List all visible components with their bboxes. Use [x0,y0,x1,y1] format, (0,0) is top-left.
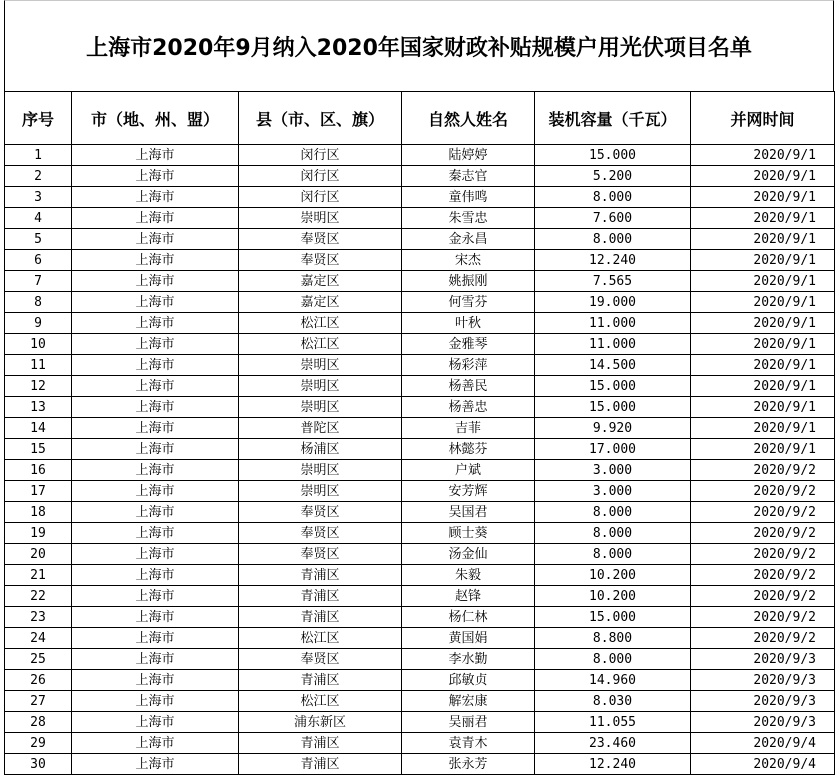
cell-name[interactable]: 袁青木 [402,733,535,754]
cell-name[interactable]: 汤金仙 [402,544,535,565]
table-row [5,565,835,586]
cell-index[interactable]: 19 [5,523,72,544]
cell-city[interactable]: 上海市 [72,670,239,691]
cell-capacity[interactable]: 19.000 [535,292,691,313]
cell-capacity[interactable]: 3.000 [535,460,691,481]
cell-city[interactable]: 上海市 [72,208,239,229]
cell-grid-date[interactable]: 2020/9/1 [691,145,835,166]
table-row [5,334,835,355]
header-capacity[interactable]: 装机容量（千瓦） [535,92,691,145]
header-grid-date[interactable]: 并网时间 [691,92,835,145]
cell-capacity[interactable]: 12.240 [535,250,691,271]
cell-index[interactable]: 27 [5,691,72,712]
header-name[interactable]: 自然人姓名 [402,92,535,145]
cell-capacity[interactable]: 5.200 [535,166,691,187]
cell-county[interactable]: 奉贤区 [239,523,402,544]
cell-city[interactable]: 上海市 [72,523,239,544]
table-row [5,376,835,397]
cell-index[interactable]: 17 [5,481,72,502]
cell-capacity[interactable]: 8.000 [535,523,691,544]
table-row [5,460,835,481]
cell-city[interactable]: 上海市 [72,187,239,208]
cell-city[interactable]: 上海市 [72,712,239,733]
cell-capacity[interactable]: 12.240 [535,754,691,775]
cell-city[interactable]: 上海市 [72,334,239,355]
table-row [5,397,835,418]
cell-capacity[interactable]: 8.000 [535,544,691,565]
cell-name[interactable]: 户斌 [402,460,535,481]
cell-city[interactable]: 上海市 [72,481,239,502]
cell-county[interactable]: 闵行区 [239,145,402,166]
cell-county[interactable]: 浦东新区 [239,712,402,733]
cell-name[interactable]: 解宏康 [402,691,535,712]
cell-city[interactable]: 上海市 [72,544,239,565]
cell-capacity[interactable]: 9.920 [535,418,691,439]
cell-grid-date[interactable]: 2020/9/2 [691,481,835,502]
cell-county[interactable]: 崇明区 [239,481,402,502]
cell-index[interactable]: 8 [5,292,72,313]
cell-capacity[interactable]: 15.000 [535,397,691,418]
table-row [5,544,835,565]
cell-capacity[interactable]: 8.030 [535,691,691,712]
cell-county[interactable]: 崇明区 [239,397,402,418]
cell-index[interactable]: 18 [5,502,72,523]
table-row [5,733,835,754]
cell-index[interactable]: 29 [5,733,72,754]
sheet-title: 上海市2020年9月纳入2020年国家财政补贴规模户用光伏项目名单 [4,0,834,91]
cell-grid-date[interactable]: 2020/9/2 [691,523,835,544]
cell-index[interactable]: 23 [5,607,72,628]
cell-capacity[interactable]: 8.000 [535,502,691,523]
cell-name[interactable]: 吴国君 [402,502,535,523]
table-row [5,691,835,712]
cell-capacity[interactable]: 15.000 [535,607,691,628]
header-index[interactable]: 序号 [5,92,72,145]
cell-city[interactable]: 上海市 [72,397,239,418]
cell-city[interactable]: 上海市 [72,313,239,334]
table-row [5,145,835,166]
cell-city[interactable]: 上海市 [72,418,239,439]
table-row [5,502,835,523]
cell-city[interactable]: 上海市 [72,355,239,376]
cell-name[interactable]: 叶秋 [402,313,535,334]
table-row [5,208,835,229]
cell-index[interactable]: 24 [5,628,72,649]
cell-name[interactable]: 朱毅 [402,565,535,586]
cell-grid-date[interactable]: 2020/9/2 [691,565,835,586]
cell-grid-date[interactable]: 2020/9/2 [691,502,835,523]
cell-city[interactable]: 上海市 [72,376,239,397]
cell-name[interactable]: 李水勤 [402,649,535,670]
cell-county[interactable]: 青浦区 [239,754,402,775]
cell-capacity[interactable]: 14.500 [535,355,691,376]
cell-capacity[interactable]: 8.000 [535,229,691,250]
cell-county[interactable]: 青浦区 [239,670,402,691]
cell-grid-date[interactable]: 2020/9/1 [691,334,835,355]
cell-name[interactable]: 邱敏贞 [402,670,535,691]
cell-county[interactable]: 嘉定区 [239,292,402,313]
cell-capacity[interactable]: 7.565 [535,271,691,292]
cell-grid-date[interactable]: 2020/9/1 [691,355,835,376]
cell-name[interactable]: 秦志官 [402,166,535,187]
table-row [5,292,835,313]
table-row [5,712,835,733]
cell-capacity[interactable]: 23.460 [535,733,691,754]
table-row [5,250,835,271]
cell-grid-date[interactable]: 2020/9/1 [691,397,835,418]
cell-index[interactable]: 11 [5,355,72,376]
cell-grid-date[interactable]: 2020/9/4 [691,754,835,775]
cell-name[interactable]: 杨仁林 [402,607,535,628]
cell-grid-date[interactable]: 2020/9/1 [691,250,835,271]
cell-city[interactable]: 上海市 [72,586,239,607]
cell-capacity[interactable]: 11.000 [535,334,691,355]
cell-index[interactable]: 13 [5,397,72,418]
cell-index[interactable]: 25 [5,649,72,670]
table-row [5,586,835,607]
cell-city[interactable]: 上海市 [72,565,239,586]
cell-capacity[interactable]: 10.200 [535,565,691,586]
header-county[interactable]: 县（市、区、旗） [239,92,402,145]
cell-index[interactable]: 22 [5,586,72,607]
cell-name[interactable]: 杨善民 [402,376,535,397]
cell-capacity[interactable]: 8.000 [535,649,691,670]
cell-index[interactable]: 28 [5,712,72,733]
cell-name[interactable]: 宋杰 [402,250,535,271]
cell-name[interactable]: 张永芳 [402,754,535,775]
cell-capacity[interactable]: 15.000 [535,145,691,166]
cell-grid-date[interactable]: 2020/9/2 [691,544,835,565]
cell-capacity[interactable]: 3.000 [535,481,691,502]
cell-county[interactable]: 松江区 [239,628,402,649]
cell-city[interactable]: 上海市 [72,250,239,271]
cell-grid-date[interactable]: 2020/9/1 [691,187,835,208]
cell-capacity[interactable]: 10.200 [535,586,691,607]
cell-name[interactable]: 赵锋 [402,586,535,607]
cell-city[interactable]: 上海市 [72,733,239,754]
cell-capacity[interactable]: 11.055 [535,712,691,733]
cell-index[interactable]: 4 [5,208,72,229]
cell-city[interactable]: 上海市 [72,292,239,313]
cell-grid-date[interactable]: 2020/9/1 [691,229,835,250]
cell-grid-date[interactable]: 2020/9/2 [691,607,835,628]
cell-name[interactable]: 安芳辉 [402,481,535,502]
cell-county[interactable]: 普陀区 [239,418,402,439]
cell-index[interactable]: 5 [5,229,72,250]
cell-capacity[interactable]: 15.000 [535,376,691,397]
cell-name[interactable]: 陆婷婷 [402,145,535,166]
cell-county[interactable]: 闵行区 [239,166,402,187]
cell-name[interactable]: 姚振刚 [402,271,535,292]
table-row [5,607,835,628]
cell-city[interactable]: 上海市 [72,460,239,481]
cell-city[interactable]: 上海市 [72,439,239,460]
header-city[interactable]: 市（地、州、盟） [72,92,239,145]
cell-index[interactable]: 2 [5,166,72,187]
cell-grid-date[interactable]: 2020/9/2 [691,586,835,607]
cell-capacity[interactable]: 8.800 [535,628,691,649]
cell-index[interactable]: 12 [5,376,72,397]
cell-name[interactable]: 顾士葵 [402,523,535,544]
cell-name[interactable]: 林懿芬 [402,439,535,460]
cell-grid-date[interactable]: 2020/9/3 [691,712,835,733]
cell-name[interactable]: 黄国娟 [402,628,535,649]
cell-county[interactable]: 杨浦区 [239,439,402,460]
table-row [5,313,835,334]
cell-name[interactable]: 吉菲 [402,418,535,439]
table-row [5,418,835,439]
cell-grid-date[interactable]: 2020/9/3 [691,649,835,670]
cell-index[interactable]: 16 [5,460,72,481]
cell-city[interactable]: 上海市 [72,145,239,166]
cell-index[interactable]: 1 [5,145,72,166]
cell-grid-date[interactable]: 2020/9/4 [691,733,835,754]
cell-county[interactable]: 青浦区 [239,586,402,607]
cell-city[interactable]: 上海市 [72,628,239,649]
table-row [5,628,835,649]
cell-county[interactable]: 奉贤区 [239,502,402,523]
cell-index[interactable]: 20 [5,544,72,565]
cell-name[interactable]: 何雪芬 [402,292,535,313]
cell-county[interactable]: 奉贤区 [239,250,402,271]
cell-index[interactable]: 9 [5,313,72,334]
cell-grid-date[interactable]: 2020/9/1 [691,166,835,187]
table-row [5,166,835,187]
cell-index[interactable]: 10 [5,334,72,355]
table-row [5,523,835,544]
cell-county[interactable]: 奉贤区 [239,544,402,565]
cell-county[interactable]: 崇明区 [239,376,402,397]
project-table [4,91,835,775]
cell-county[interactable]: 松江区 [239,313,402,334]
cell-county[interactable]: 松江区 [239,691,402,712]
cell-county[interactable]: 青浦区 [239,565,402,586]
cell-grid-date[interactable]: 2020/9/1 [691,418,835,439]
cell-capacity[interactable]: 17.000 [535,439,691,460]
table-row [5,187,835,208]
cell-city[interactable]: 上海市 [72,502,239,523]
table-row [5,229,835,250]
cell-county[interactable]: 嘉定区 [239,271,402,292]
table-row [5,649,835,670]
cell-county[interactable]: 奉贤区 [239,649,402,670]
table-row [5,355,835,376]
cell-county[interactable]: 崇明区 [239,208,402,229]
cell-county[interactable]: 奉贤区 [239,229,402,250]
cell-grid-date[interactable]: 2020/9/1 [691,313,835,334]
cell-name[interactable]: 吴丽君 [402,712,535,733]
cell-city[interactable]: 上海市 [72,649,239,670]
cell-grid-date[interactable]: 2020/9/1 [691,376,835,397]
cell-index[interactable]: 26 [5,670,72,691]
cell-city[interactable]: 上海市 [72,271,239,292]
cell-index[interactable]: 3 [5,187,72,208]
cell-grid-date[interactable]: 2020/9/1 [691,292,835,313]
header-row [5,92,835,145]
cell-city[interactable]: 上海市 [72,166,239,187]
cell-index[interactable]: 7 [5,271,72,292]
cell-name[interactable]: 杨善忠 [402,397,535,418]
cell-capacity[interactable]: 14.960 [535,670,691,691]
table-row [5,670,835,691]
cell-county[interactable]: 松江区 [239,334,402,355]
cell-grid-date[interactable]: 2020/9/2 [691,460,835,481]
table-row [5,754,835,775]
cell-capacity[interactable]: 7.600 [535,208,691,229]
cell-grid-date[interactable]: 2020/9/1 [691,271,835,292]
cell-grid-date[interactable]: 2020/9/1 [691,439,835,460]
cell-county[interactable]: 青浦区 [239,607,402,628]
table-row [5,481,835,502]
cell-name[interactable]: 金雅琴 [402,334,535,355]
cell-name[interactable]: 朱雪忠 [402,208,535,229]
cell-index[interactable]: 15 [5,439,72,460]
table-row [5,439,835,460]
cell-index[interactable]: 6 [5,250,72,271]
cell-index[interactable]: 30 [5,754,72,775]
cell-name[interactable]: 杨彩萍 [402,355,535,376]
cell-index[interactable]: 21 [5,565,72,586]
cell-capacity[interactable]: 11.000 [535,313,691,334]
cell-county[interactable]: 崇明区 [239,355,402,376]
cell-county[interactable]: 青浦区 [239,733,402,754]
cell-name[interactable]: 金永昌 [402,229,535,250]
table-row [5,271,835,292]
cell-county[interactable]: 闵行区 [239,187,402,208]
cell-city[interactable]: 上海市 [72,229,239,250]
cell-grid-date[interactable]: 2020/9/3 [691,691,835,712]
cell-name[interactable]: 童伟鸣 [402,187,535,208]
cell-grid-date[interactable]: 2020/9/1 [691,208,835,229]
cell-grid-date[interactable]: 2020/9/2 [691,628,835,649]
cell-index[interactable]: 14 [5,418,72,439]
cell-capacity[interactable]: 8.000 [535,187,691,208]
cell-city[interactable]: 上海市 [72,607,239,628]
cell-city[interactable]: 上海市 [72,691,239,712]
cell-grid-date[interactable]: 2020/9/3 [691,670,835,691]
cell-county[interactable]: 崇明区 [239,460,402,481]
cell-city[interactable]: 上海市 [72,754,239,775]
